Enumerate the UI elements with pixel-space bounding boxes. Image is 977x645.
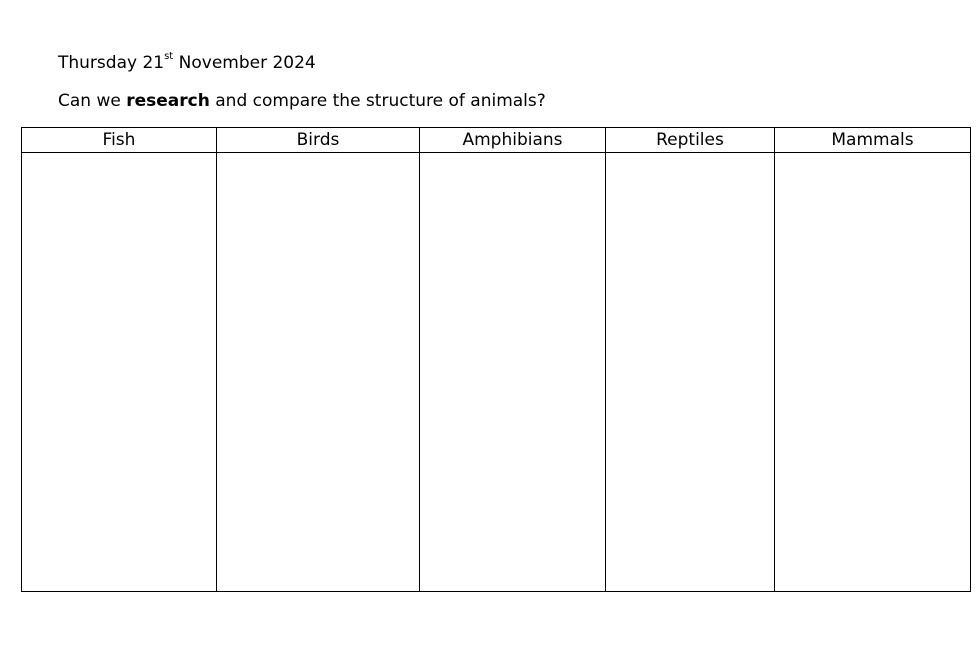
question-end: and compare the structure of animals? xyxy=(209,91,546,111)
cell-mammals[interactable] xyxy=(775,153,971,592)
column-header-birds: Birds xyxy=(217,128,420,153)
cell-birds[interactable] xyxy=(217,153,420,592)
animal-comparison-table xyxy=(21,127,971,592)
column-header-amphibians: Amphibians xyxy=(420,128,606,153)
date-ordinal-suffix: st xyxy=(164,51,174,63)
date-month-year: November 2024 xyxy=(173,53,316,73)
date-day: Thursday 21 xyxy=(58,53,165,73)
table-row xyxy=(22,153,971,592)
cell-amphibians[interactable] xyxy=(420,153,606,592)
column-header-fish: Fish xyxy=(22,128,217,153)
learning-question xyxy=(58,90,546,112)
column-header-mammals: Mammals xyxy=(775,128,971,153)
table-header-row xyxy=(22,128,971,153)
cell-reptiles[interactable] xyxy=(606,153,775,592)
date-heading xyxy=(58,52,316,74)
cell-fish[interactable] xyxy=(22,153,217,592)
column-header-reptiles: Reptiles xyxy=(606,128,775,153)
question-keyword: research xyxy=(126,91,210,111)
question-start: Can we xyxy=(58,91,127,111)
